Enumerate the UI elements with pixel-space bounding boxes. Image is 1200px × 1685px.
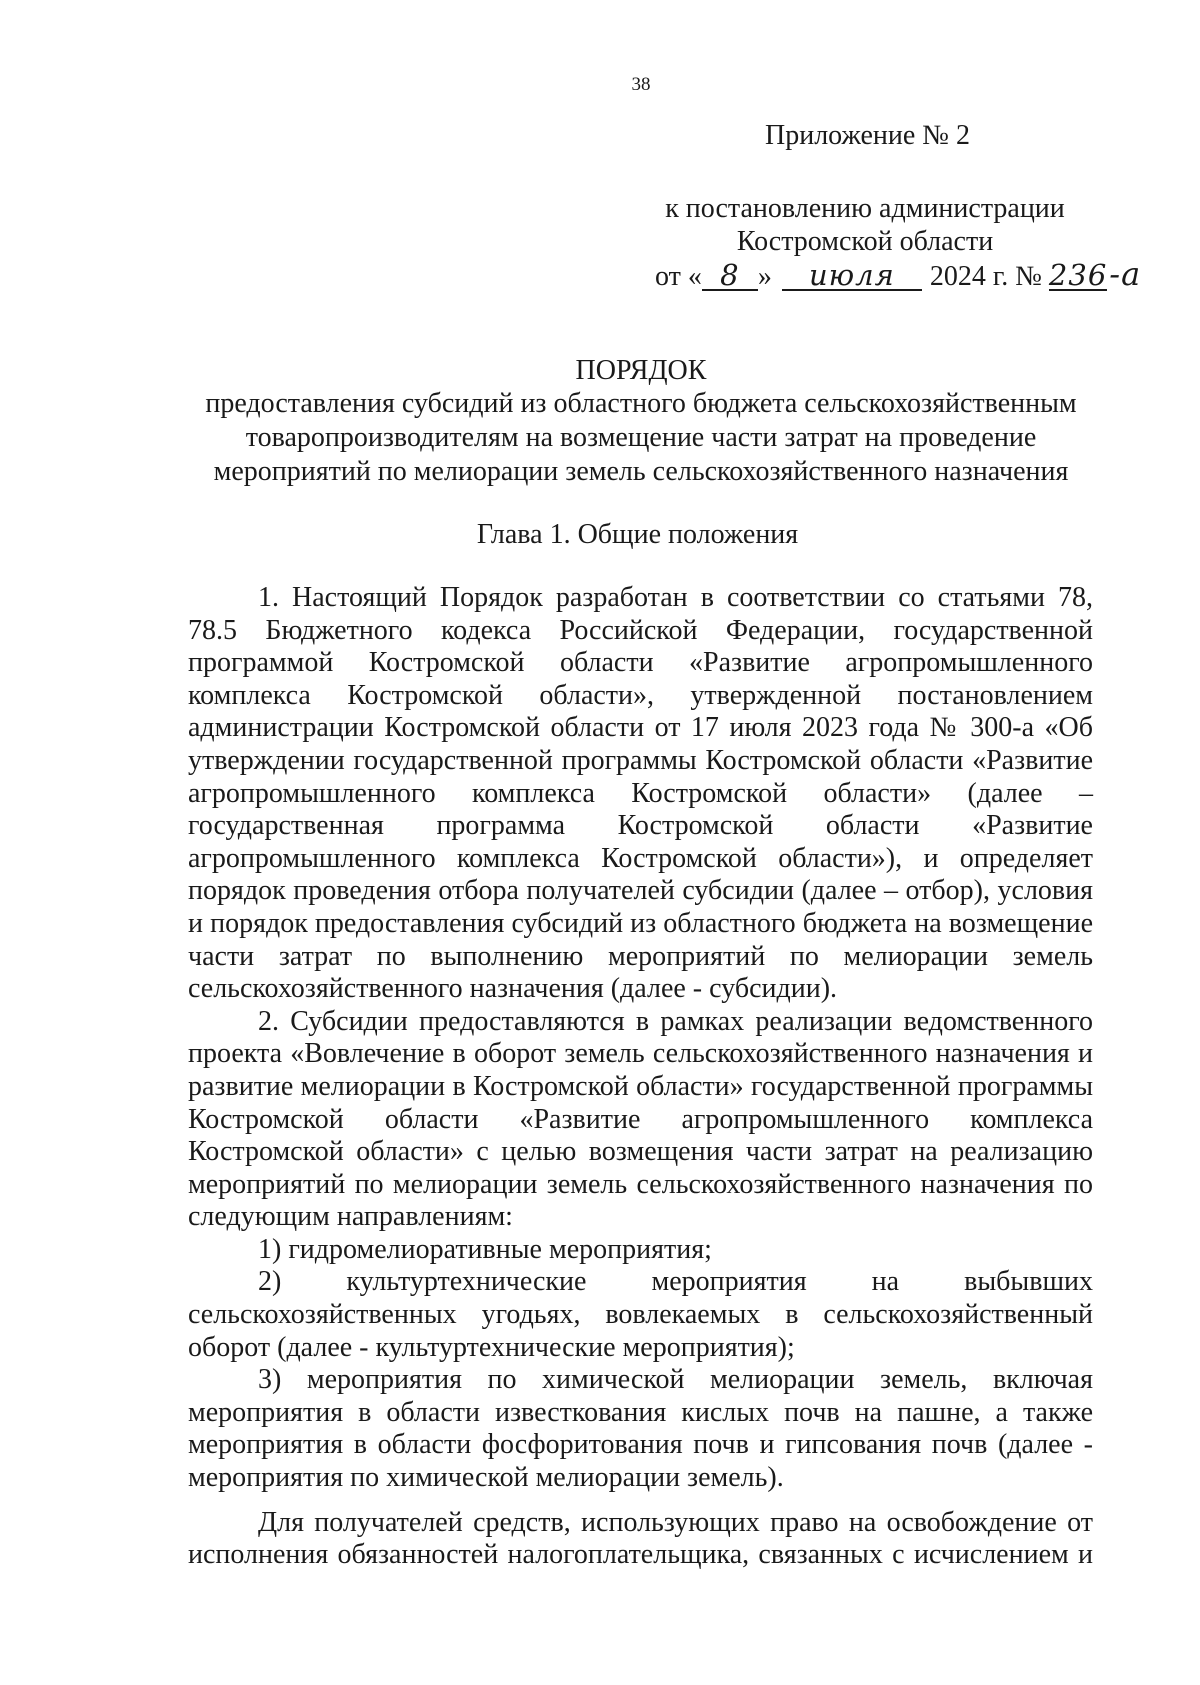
date-close-quote: »	[757, 261, 772, 292]
paragraph-1: 1. Настоящий Порядок разработан в соответствии со статьями 78, 78.5 Бюджетного кодекса Российской Федерации, государственной программой Костромской области «Развитие агропромышленного комплекса Костромской области», утвержденной постановлением администрации Костромской области от 17 июля 2023 года № 300-а «Об утверждении государственной программы Костромской области «Развитие агропромышленного комплекса Костромской области» (далее – государственная программа Костромской области «Развитие агропромышленного комплекса Костромской области»), и определяет порядок проведения отбора получателей субсидии (далее – отбор), условия и порядок предоставления субсидий из областного бюджета на возмещение части затрат по выполнению мероприятий по мелиорации земель сельскохозяйственного назначения (далее - субсидии).	[188, 582, 1093, 1005]
appendix-label: Приложение № 2	[765, 120, 970, 151]
decree-reference	[615, 193, 1115, 258]
paragraph-3: Для получателей средств, использующих право на освобождение от исполнения обязанностей налогоплательщика, связанных с исчислением и	[188, 1506, 1093, 1571]
decree-date-line	[655, 255, 1142, 294]
date-prefix: от «	[655, 261, 702, 292]
handwritten-decree-suffix: -а	[1109, 255, 1142, 293]
handwritten-month: июля	[782, 261, 922, 291]
chapter-heading: Глава 1. Общие положения	[476, 519, 799, 550]
document-title	[185, 355, 1097, 490]
subtitle-line-1: предоставления субсидий из областного бюджета сельскохозяйственным	[205, 388, 1077, 419]
page-number: 38	[631, 74, 651, 95]
decree-line-2: Костромской области	[736, 225, 994, 257]
list-item-3: 3) мероприятия по химической мелиорации земель, включая мероприятия в области известкования кислых почв на пашне, а также мероприятия в области фосфоритования почв и гипсования почв (далее - мероприятия по химической мелиорации земель).	[188, 1364, 1093, 1494]
handwritten-day: 8	[702, 261, 758, 291]
handwritten-decree-number: 236	[1048, 258, 1108, 292]
paragraph-2: 2. Субсидии предоставляются в рамках реализации ведомственного проекта «Вовлечение в оборот земель сельскохозяйственного назначения и развитие мелиорации в Костромской области» государственной программы Костромской области «Развитие агропромышленного комплекса Костромской области» с целью возмещения части затрат на реализацию мероприятий по мелиорации земель сельскохозяйственного назначения по следующим направлениям:	[188, 1005, 1093, 1233]
list-item-2: 2) культуртехнические мероприятия на выбывших сельскохозяйственных угодьях, вовлекаемых в сельскохозяйственный оборот (далее - культуртехнические мероприятия);	[188, 1266, 1093, 1363]
document-body	[188, 582, 1093, 1572]
subtitle-line-3: мероприятий по мелиорации земель сельскохозяйственного назначения	[213, 456, 1069, 487]
list-item-1: 1) гидромелиоративные мероприятия;	[258, 1233, 712, 1265]
decree-line-1: к постановлению администрации	[665, 193, 1065, 224]
date-year: 2024 г. №	[929, 261, 1042, 292]
title-heading: ПОРЯДОК	[575, 355, 707, 386]
subtitle-line-2: товаропроизводителям на возмещение части затрат на проведение	[245, 422, 1037, 453]
